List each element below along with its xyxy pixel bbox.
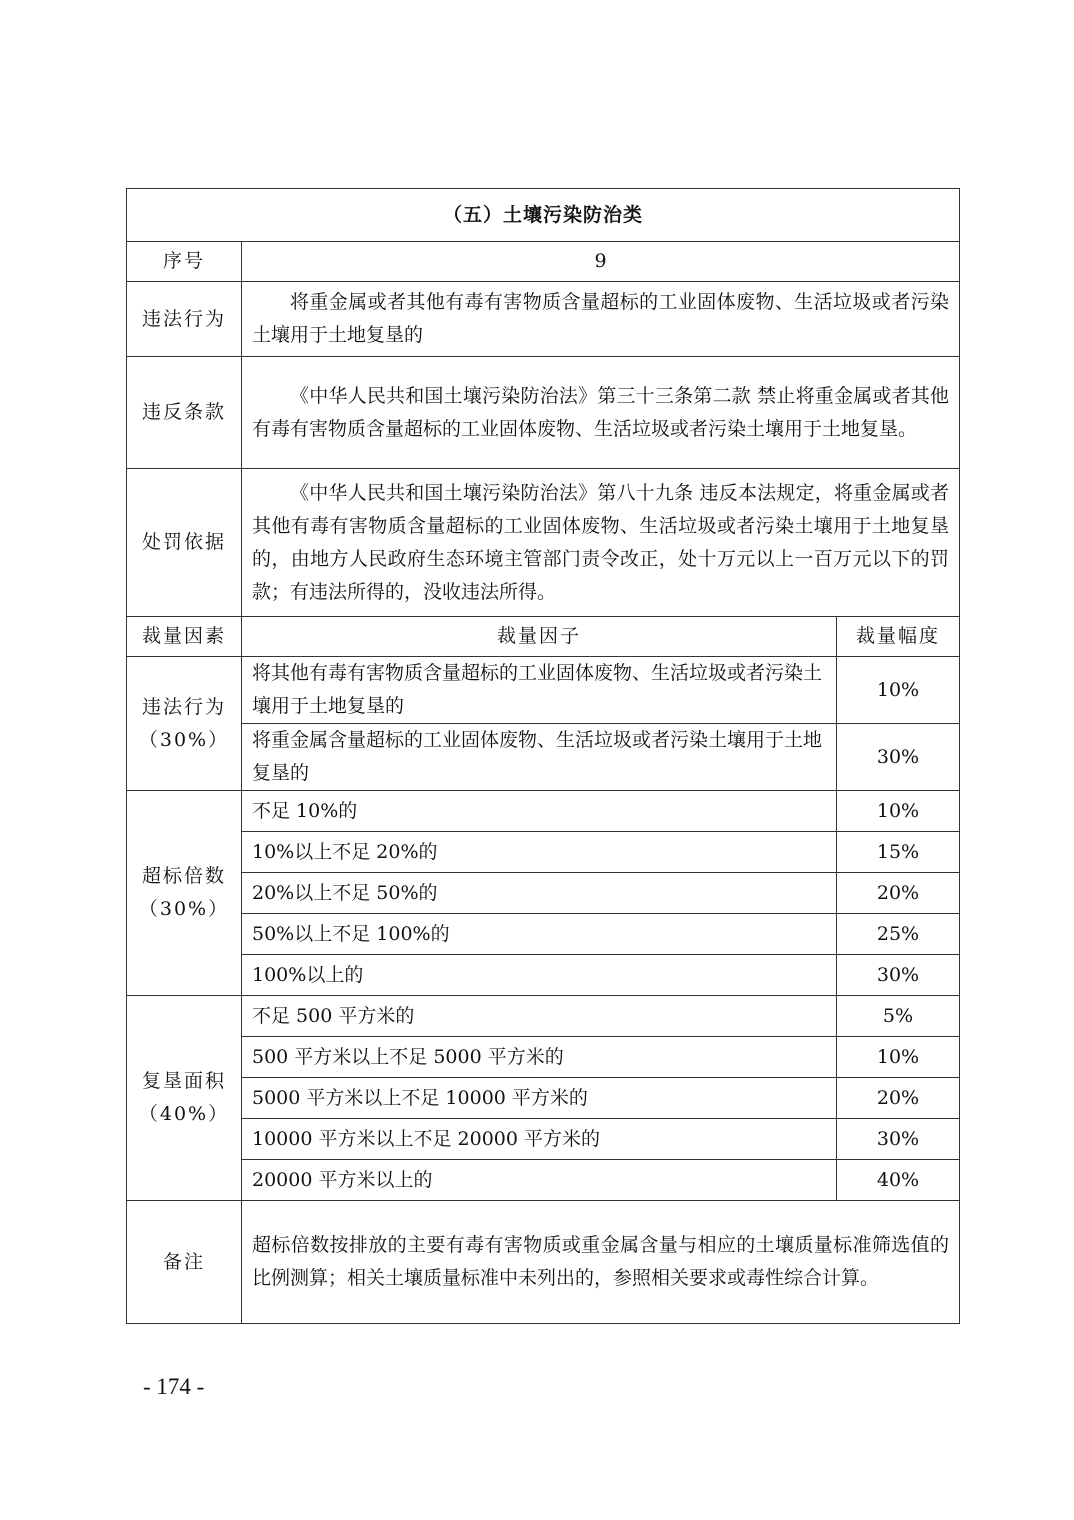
serial-label: 序号 — [127, 242, 242, 282]
header-range: 裁量幅度 — [837, 617, 960, 657]
factor-item: 不足 500 平方米的 — [242, 996, 837, 1037]
group-weight: （40%） — [138, 1103, 230, 1125]
factor-range: 25% — [837, 914, 960, 955]
table-row — [127, 724, 960, 791]
factor-range: 10% — [837, 1037, 960, 1078]
factor-item: 10000 平方米以上不足 20000 平方米的 — [242, 1119, 837, 1160]
table-title: （五）土壤污染防治类 — [127, 189, 960, 242]
table-row — [127, 1119, 960, 1160]
group-weight: （30%） — [138, 898, 230, 920]
factor-range: 40% — [837, 1160, 960, 1201]
remarks-label: 备注 — [127, 1201, 242, 1324]
group-weight: （30%） — [138, 728, 230, 751]
table-row — [127, 1160, 960, 1201]
group-label — [127, 996, 242, 1201]
header-item: 裁量因子 — [242, 617, 837, 657]
table-row — [127, 955, 960, 996]
table-row — [127, 1037, 960, 1078]
factor-range: 15% — [837, 832, 960, 873]
group-label — [127, 657, 242, 791]
table-row — [127, 657, 960, 724]
table-row — [127, 914, 960, 955]
group-name: 超标倍数 — [141, 865, 226, 887]
factor-range: 30% — [837, 955, 960, 996]
factor-range: 10% — [837, 657, 960, 724]
violated-clause-text: 《中华人民共和国土壤污染防治法》第三十三条第二款 禁止将重金属或者其他有毒有害物质含量超标的工业固体废物、生活垃圾或者污染土壤用于土地复垦。 — [242, 357, 960, 469]
serial-value: 9 — [242, 242, 960, 282]
factor-item: 5000 平方米以上不足 10000 平方米的 — [242, 1078, 837, 1119]
factor-item: 20000 平方米以上的 — [242, 1160, 837, 1201]
factor-item: 10%以上不足 20%的 — [242, 832, 837, 873]
violated-clause-label: 违反条款 — [127, 357, 242, 469]
factor-range: 20% — [837, 873, 960, 914]
table-row — [127, 996, 960, 1037]
table-row — [127, 1078, 960, 1119]
penalty-basis-label: 处罚依据 — [127, 469, 242, 617]
penalty-discretion-table — [126, 188, 960, 1324]
violation-label: 违法行为 — [127, 282, 242, 357]
factor-item: 500 平方米以上不足 5000 平方米的 — [242, 1037, 837, 1078]
remarks-text: 超标倍数按排放的主要有毒有害物质或重金属含量与相应的土壤质量标准筛选值的比例测算；相关土壤质量标准中未列出的，参照相关要求或毒性综合计算。 — [242, 1201, 960, 1324]
factor-item: 100%以上的 — [242, 955, 837, 996]
factor-item: 不足 10%的 — [242, 791, 837, 832]
group-name: 复垦面积 — [141, 1070, 226, 1092]
factor-range: 5% — [837, 996, 960, 1037]
page-number: - 174 - — [143, 1374, 205, 1399]
factor-item: 将其他有毒有害物质含量超标的工业固体废物、生活垃圾或者污染土壤用于土地复垦的 — [242, 657, 837, 724]
group-label — [127, 791, 242, 996]
factor-range: 30% — [837, 724, 960, 791]
factor-range: 10% — [837, 791, 960, 832]
penalty-basis-text: 《中华人民共和国土壤污染防治法》第八十九条 违反本法规定，将重金属或者其他有毒有害物质含量超标的工业固体废物、生活垃圾或者污染土壤用于土地复垦的，由地方人民政府生态环境主管部门责令改正，处十万元以上一百万元以下的罚款；有违法所得的，没收违法所得。 — [242, 469, 960, 617]
factor-range: 20% — [837, 1078, 960, 1119]
table-row — [127, 791, 960, 832]
factor-range: 30% — [837, 1119, 960, 1160]
factor-item: 50%以上不足 100%的 — [242, 914, 837, 955]
table-row — [127, 873, 960, 914]
table-row — [127, 832, 960, 873]
factor-item: 20%以上不足 50%的 — [242, 873, 837, 914]
violation-text: 将重金属或者其他有毒有害物质含量超标的工业固体废物、生活垃圾或者污染土壤用于土地复垦的 — [242, 282, 960, 357]
group-name: 违法行为 — [141, 695, 226, 718]
header-factor: 裁量因素 — [127, 617, 242, 657]
factor-item: 将重金属含量超标的工业固体废物、生活垃圾或者污染土壤用于土地复垦的 — [242, 724, 837, 791]
